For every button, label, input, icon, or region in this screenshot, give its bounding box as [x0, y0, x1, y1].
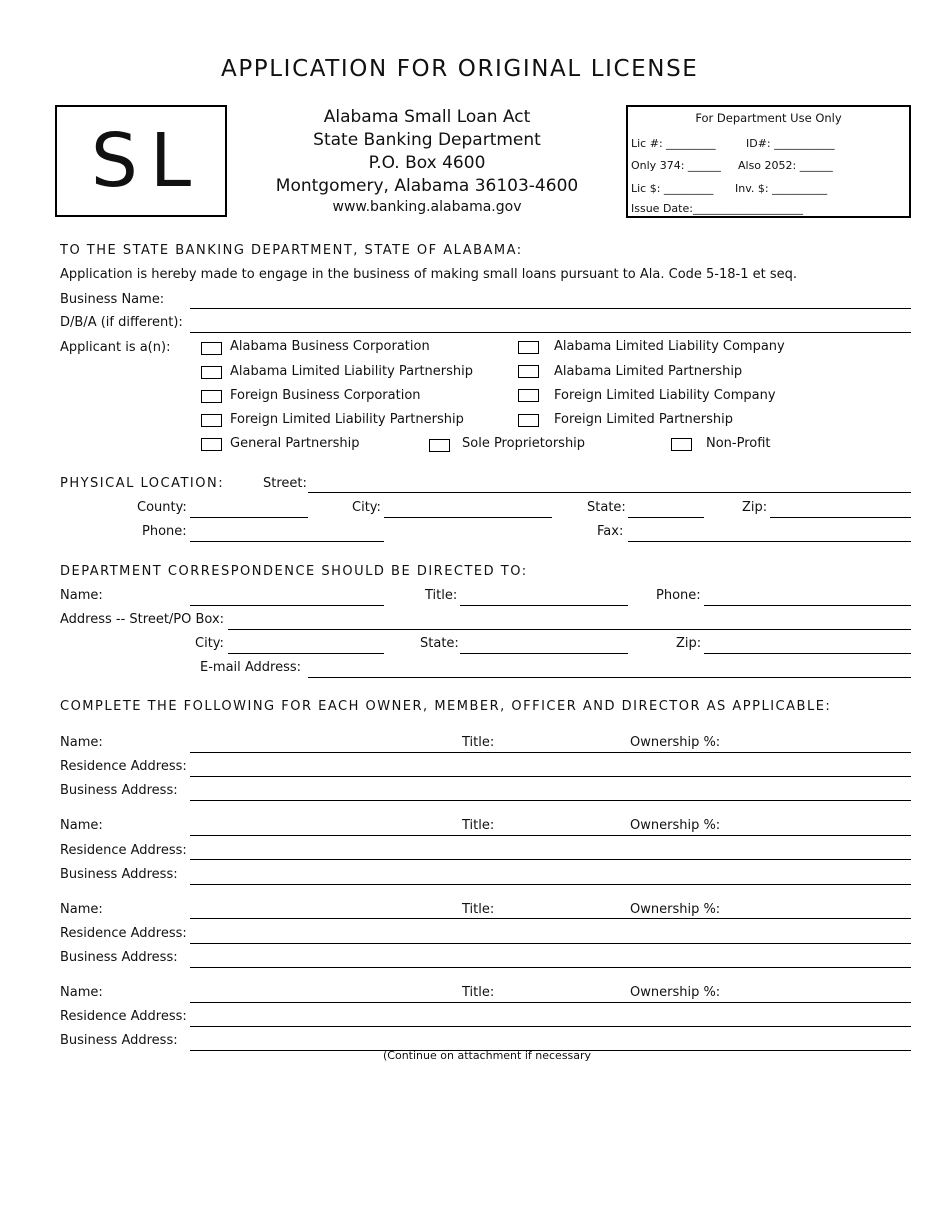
intro-heading: TO THE STATE BANKING DEPARTMENT, STATE OF ALABAMA: — [60, 243, 523, 258]
owner-business-label: Business Address: — [60, 950, 178, 965]
owner-4-name-input[interactable] — [190, 1002, 911, 1003]
option-non-profit: Non-Profit — [706, 436, 771, 451]
header-department: State Banking Department — [313, 130, 541, 150]
owner-3-business-input[interactable] — [190, 967, 911, 968]
correspondence-state-label: State: — [420, 636, 459, 651]
department-header — [262, 106, 592, 216]
correspondence-address-input[interactable] — [228, 629, 911, 630]
header-po-box: P.O. Box 4600 — [368, 153, 486, 173]
header-act: Alabama Small Loan Act — [323, 107, 531, 127]
sl-logo-box — [55, 105, 227, 217]
owner-1-name-input[interactable] — [190, 752, 911, 753]
checkbox-non-profit[interactable] — [671, 438, 692, 451]
owner-3-name-input[interactable] — [190, 918, 911, 919]
owner-title-label: Title: — [462, 735, 495, 750]
option-alabama-llc: Alabama Limited Liability Company — [554, 339, 785, 354]
owner-ownership-label: Ownership %: — [630, 985, 721, 1000]
owner-business-label: Business Address: — [60, 783, 178, 798]
intro-text: Application is hereby made to engage in the business of making small loans pursuant to Ala. Code 5-18-1 et seq. — [60, 267, 798, 282]
physical-zip-input[interactable] — [770, 517, 911, 518]
owner-2-residence-input[interactable] — [190, 859, 911, 860]
checkbox-foreign-llp[interactable] — [201, 414, 222, 427]
option-foreign-business-corporation: Foreign Business Corporation — [230, 388, 421, 403]
correspondence-state-input[interactable] — [460, 653, 628, 654]
owner-title-label: Title: — [462, 902, 495, 917]
owner-title-label: Title: — [462, 818, 495, 833]
checkbox-alabama-llc[interactable] — [518, 341, 539, 354]
physical-zip-label: Zip: — [742, 500, 768, 515]
checkbox-alabama-business-corporation[interactable] — [201, 342, 222, 355]
physical-location-heading: PHYSICAL LOCATION: — [60, 476, 225, 491]
checkbox-foreign-llc[interactable] — [518, 389, 539, 402]
correspondence-address-label: Address -- Street/PO Box: — [60, 612, 225, 627]
physical-city-input[interactable] — [384, 517, 552, 518]
option-alabama-llp: Alabama Limited Liability Partnership — [230, 364, 474, 379]
correspondence-heading: DEPARTMENT CORRESPONDENCE SHOULD BE DIRECTED TO: — [60, 564, 528, 579]
lic-number-field: Lic #: _________ — [631, 137, 716, 150]
correspondence-zip-label: Zip: — [676, 636, 702, 651]
physical-fax-label: Fax: — [597, 524, 624, 539]
option-sole-proprietorship: Sole Proprietorship — [462, 436, 586, 451]
business-name-label: Business Name: — [60, 292, 165, 307]
checkbox-alabama-lp[interactable] — [518, 365, 539, 378]
owner-business-label: Business Address: — [60, 867, 178, 882]
owner-name-label: Name: — [60, 902, 103, 917]
dba-label: D/B/A (if different): — [60, 315, 183, 330]
option-foreign-llp: Foreign Limited Liability Partnership — [230, 412, 464, 427]
physical-street-input[interactable] — [308, 492, 911, 493]
correspondence-email-input[interactable] — [308, 677, 911, 678]
correspondence-name-label: Name: — [60, 588, 103, 603]
header-website: www.banking.alabama.gov — [332, 199, 522, 215]
page-title: APPLICATION FOR ORIGINAL LICENSE — [221, 56, 699, 82]
checkbox-alabama-llp[interactable] — [201, 366, 222, 379]
checkbox-general-partnership[interactable] — [201, 438, 222, 451]
correspondence-title-input[interactable] — [460, 605, 628, 606]
sl-logo-text: SL — [90, 118, 204, 204]
correspondence-zip-input[interactable] — [704, 653, 911, 654]
owner-ownership-label: Ownership %: — [630, 735, 721, 750]
department-use-heading: For Department Use Only — [695, 111, 842, 125]
correspondence-title-label: Title: — [425, 588, 458, 603]
owner-1-residence-input[interactable] — [190, 776, 911, 777]
id-number-field: ID#: ___________ — [746, 137, 835, 150]
owner-title-label: Title: — [462, 985, 495, 1000]
physical-state-label: State: — [587, 500, 626, 515]
department-use-box — [626, 105, 911, 218]
lic-fee-field: Lic $: _________ — [631, 182, 714, 195]
owner-name-label: Name: — [60, 818, 103, 833]
owner-1-business-input[interactable] — [190, 800, 911, 801]
physical-county-input[interactable] — [190, 517, 308, 518]
owner-4-residence-input[interactable] — [190, 1026, 911, 1027]
correspondence-city-input[interactable] — [228, 653, 384, 654]
continue-footnote: (Continue on attachment if necessary — [383, 1049, 592, 1062]
option-foreign-lp: Foreign Limited Partnership — [554, 412, 733, 427]
physical-state-input[interactable] — [628, 517, 704, 518]
owner-name-label: Name: — [60, 735, 103, 750]
owner-ownership-label: Ownership %: — [630, 818, 721, 833]
option-general-partnership: General Partnership — [230, 436, 360, 451]
physical-phone-input[interactable] — [190, 541, 384, 542]
correspondence-city-label: City: — [195, 636, 224, 651]
owner-2-name-input[interactable] — [190, 835, 911, 836]
owner-residence-label: Residence Address: — [60, 1009, 187, 1024]
physical-phone-label: Phone: — [142, 524, 187, 539]
owner-ownership-label: Ownership %: — [630, 902, 721, 917]
option-alabama-lp: Alabama Limited Partnership — [554, 364, 743, 379]
dba-input[interactable] — [190, 332, 911, 333]
option-foreign-llc: Foreign Limited Liability Company — [554, 388, 776, 403]
correspondence-phone-input[interactable] — [704, 605, 911, 606]
header-city: Montgomery, Alabama 36103-4600 — [275, 176, 579, 196]
checkbox-sole-proprietorship[interactable] — [429, 439, 450, 452]
business-name-input[interactable] — [190, 308, 911, 309]
owners-heading: COMPLETE THE FOLLOWING FOR EACH OWNER, MEMBER, OFFICER AND DIRECTOR AS APPLICABLE: — [60, 699, 832, 714]
also-2052-field: Also 2052: ______ — [738, 159, 833, 172]
owner-name-label: Name: — [60, 985, 103, 1000]
physical-city-label: City: — [352, 500, 381, 515]
physical-fax-input[interactable] — [628, 541, 911, 542]
owner-2-business-input[interactable] — [190, 884, 911, 885]
checkbox-foreign-business-corporation[interactable] — [201, 390, 222, 403]
owner-residence-label: Residence Address: — [60, 926, 187, 941]
checkbox-foreign-lp[interactable] — [518, 414, 539, 427]
correspondence-phone-label: Phone: — [656, 588, 701, 603]
physical-county-label: County: — [137, 500, 187, 515]
issue-date-field: Issue Date:____________________ — [631, 202, 803, 215]
option-alabama-business-corporation: Alabama Business Corporation — [230, 339, 430, 354]
physical-street-label: Street: — [263, 476, 307, 491]
owner-residence-label: Residence Address: — [60, 843, 187, 858]
correspondence-email-label: E-mail Address: — [200, 660, 302, 675]
inv-fee-field: Inv. $: __________ — [735, 182, 828, 195]
owner-business-label: Business Address: — [60, 1033, 178, 1048]
correspondence-name-input[interactable] — [190, 605, 384, 606]
applicant-type-label: Applicant is a(n): — [60, 340, 171, 355]
owner-3-residence-input[interactable] — [190, 943, 911, 944]
only-374-field: Only 374: ______ — [631, 159, 721, 172]
owner-residence-label: Residence Address: — [60, 759, 187, 774]
